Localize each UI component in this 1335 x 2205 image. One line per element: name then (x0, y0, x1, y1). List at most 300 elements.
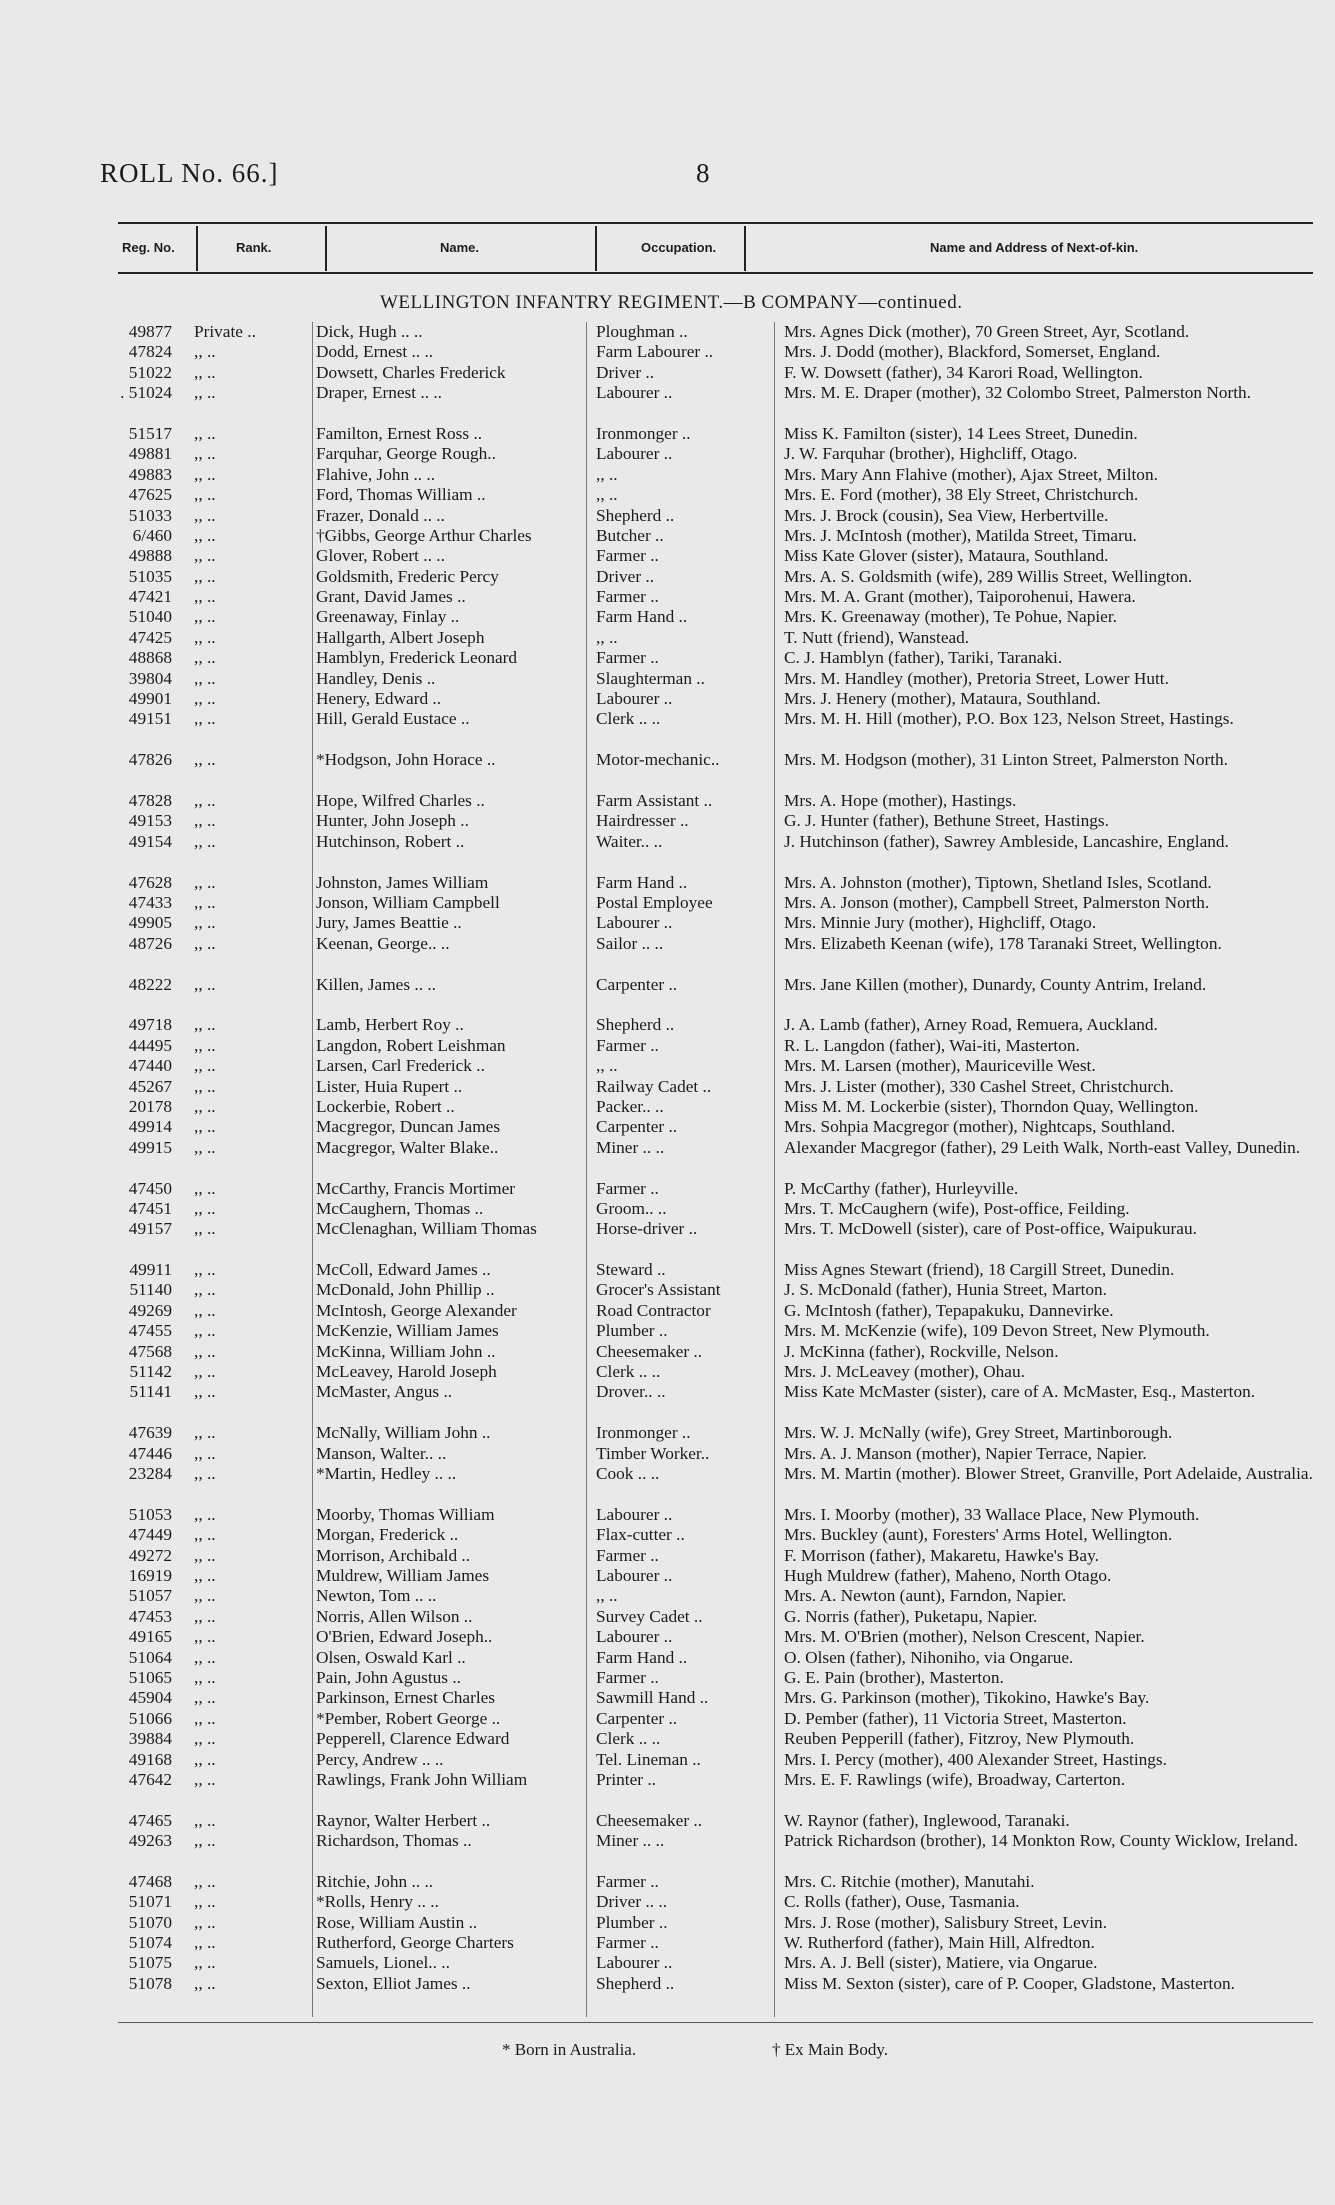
rank-cell: ,, .. (194, 831, 216, 851)
rank-cell: ,, .. (194, 913, 216, 933)
table-row (0, 1138, 1335, 1179)
table-row (0, 1872, 1335, 1892)
table-row (0, 1750, 1335, 1770)
rank-cell: ,, .. (194, 1769, 216, 1789)
occupation-cell: Driver .. (596, 566, 655, 586)
occupation-cell: Farmer .. (596, 1871, 659, 1891)
rank-cell: ,, .. (194, 1382, 216, 1402)
occupation-cell: Plumber .. (596, 1912, 668, 1932)
table-row (0, 1933, 1335, 1953)
name-cell: Manson, Walter.. .. (316, 1443, 447, 1463)
name-cell: Norris, Allen Wilson .. (316, 1606, 473, 1626)
section-title: WELLINGTON INFANTRY REGIMENT.—B COMPANY—continued. (380, 292, 963, 313)
next-of-kin-cell: Mrs. J. McLeavey (mother), Ohau. (784, 1362, 1025, 1382)
table-row (0, 669, 1335, 689)
occupation-cell: Printer .. (596, 1769, 656, 1789)
occupation-cell: Clerk .. .. (596, 1362, 661, 1382)
reg-no-cell: 49901 (128, 689, 172, 709)
occupation-cell: Tel. Lineman .. (596, 1749, 701, 1769)
next-of-kin-cell: Mrs. A. Newton (aunt), Farndon, Napier. (784, 1586, 1067, 1606)
rank-cell: ,, .. (194, 1565, 216, 1585)
occupation-cell: ,, .. (596, 1056, 618, 1076)
table-row (0, 1688, 1335, 1708)
table-row (0, 1097, 1335, 1117)
reg-no-cell: 47425 (128, 627, 172, 647)
name-cell: Hallgarth, Albert Joseph (316, 627, 485, 647)
reg-no-cell: 45267 (128, 1076, 172, 1096)
table-row (0, 342, 1335, 362)
reg-no-cell: 51065 (128, 1667, 172, 1687)
rank-cell: ,, .. (194, 1688, 216, 1708)
rank-cell: ,, .. (194, 362, 216, 382)
occupation-cell: Timber Worker.. (596, 1443, 710, 1463)
next-of-kin-cell: Mrs. M. A. Grant (mother), Taiporohenui, Hawera. (784, 587, 1136, 607)
next-of-kin-cell: Mrs. J. Henery (mother), Mataura, Southland. (784, 689, 1101, 709)
reg-no-cell: 48868 (128, 648, 172, 668)
next-of-kin-cell: Mrs. A. Jonson (mother), Campbell Street, Palmerston North. (784, 893, 1210, 912)
next-of-kin-cell: Mrs. M. O'Brien (mother), Nelson Crescent, Napier. (784, 1627, 1145, 1647)
rank-cell: ,, .. (194, 1321, 216, 1341)
occupation-cell: Grocer's Assistant (596, 1280, 721, 1300)
occupation-cell: Shepherd .. (596, 505, 675, 525)
rank-cell: ,, .. (194, 1504, 216, 1524)
rank-cell: ,, .. (194, 709, 216, 729)
name-cell: Farquhar, George Rough.. (316, 444, 496, 464)
next-of-kin-cell: Mrs. Mary Ann Flahive (mother), Ajax Street, Milton. (784, 464, 1158, 484)
occupation-cell: Cheesemaker .. (596, 1810, 703, 1830)
rank-cell: ,, .. (194, 423, 216, 443)
occupation-cell: Farmer .. (596, 1933, 659, 1953)
name-cell: Frazer, Donald .. .. (316, 505, 445, 525)
rank-cell: ,, .. (194, 1831, 216, 1851)
table-row (0, 1668, 1335, 1688)
reg-no-cell: 49165 (128, 1627, 172, 1647)
occupation-cell: Motor-mechanic.. (596, 750, 720, 770)
reg-no-cell: 49718 (128, 1015, 172, 1035)
name-cell: Killen, James .. .. (316, 974, 436, 994)
occupation-cell: Flax-cutter .. (596, 1525, 685, 1545)
name-cell: Ritchie, John .. .. (316, 1871, 434, 1891)
table-row (0, 1974, 1335, 2015)
reg-no-cell: 23284 (128, 1464, 172, 1484)
occupation-cell: Miner .. .. (596, 1831, 665, 1851)
rank-cell: ,, .. (194, 1953, 216, 1973)
reg-no-cell: 47625 (128, 485, 172, 505)
name-cell: Hill, Gerald Eustace .. (316, 709, 470, 729)
next-of-kin-cell: Miss M. Sexton (sister), care of P. Cooper, Gladstone, Masterton. (784, 1973, 1235, 1993)
table-row (0, 1362, 1335, 1382)
reg-no-cell: 47446 (128, 1443, 172, 1463)
occupation-cell: Steward .. (596, 1260, 666, 1280)
reg-no-cell: 51071 (128, 1892, 172, 1912)
rank-cell: ,, .. (194, 1341, 216, 1361)
footnote-born-australia: * Born in Australia. (502, 2040, 637, 2059)
name-cell: Moorby, Thomas William (316, 1504, 495, 1524)
table-row (0, 750, 1335, 791)
roll-number: ROLL No. 66.] (100, 158, 279, 188)
rank-cell: ,, .. (194, 1525, 216, 1545)
name-cell: *Martin, Hedley .. .. (316, 1464, 457, 1484)
table-row (0, 485, 1335, 505)
rank-cell: ,, .. (194, 689, 216, 709)
table-row (0, 893, 1335, 913)
occupation-cell: Farm Assistant .. (596, 791, 713, 811)
reg-no-cell: 47455 (128, 1321, 172, 1341)
name-cell: *Rolls, Henry .. .. (316, 1892, 439, 1912)
occupation-cell: ,, .. (596, 464, 618, 484)
table-row (0, 1199, 1335, 1219)
name-cell: Dick, Hugh .. .. (316, 322, 423, 341)
reg-no-cell: 47449 (128, 1525, 172, 1545)
table-row (0, 934, 1335, 975)
table-row (0, 1953, 1335, 1973)
next-of-kin-cell: Patrick Richardson (brother), 14 Monkton Row, County Wicklow, Ireland. (784, 1831, 1299, 1851)
rank-cell: ,, .. (194, 1708, 216, 1728)
occupation-cell: Farmer .. (596, 648, 659, 668)
rank-cell: ,, .. (194, 648, 216, 668)
rank-cell: ,, .. (194, 587, 216, 607)
occupation-cell: Shepherd .. (596, 1973, 675, 1993)
rank-cell: ,, .. (194, 1035, 216, 1055)
next-of-kin-cell: Mrs. K. Greenaway (mother), Te Pohue, Napier. (784, 607, 1117, 627)
reg-no-cell: 47468 (128, 1871, 172, 1891)
rank-cell: ,, .. (194, 974, 216, 994)
column-header-name: Name. (440, 240, 480, 255)
table-row (0, 1423, 1335, 1443)
table-row (0, 1342, 1335, 1362)
table-row (0, 322, 1335, 342)
occupation-cell: Farmer .. (596, 1035, 659, 1055)
next-of-kin-cell: Mrs. M. McKenzie (wife), 109 Devon Street, New Plymouth. (784, 1321, 1210, 1341)
table-row (0, 1770, 1335, 1811)
table-row (0, 506, 1335, 526)
column-separator (196, 226, 198, 271)
reg-no-cell: 44495 (128, 1035, 172, 1055)
next-of-kin-cell: Miss M. M. Lockerbie (sister), Thorndon Quay, Wellington. (784, 1096, 1199, 1116)
next-of-kin-cell: Mrs. E. F. Rawlings (wife), Broadway, Carterton. (784, 1769, 1126, 1789)
occupation-cell: Ironmonger .. (596, 1423, 691, 1443)
occupation-cell: Drover.. .. (596, 1382, 666, 1402)
table-row (0, 1301, 1335, 1321)
next-of-kin-cell: Mrs. J. Rose (mother), Salisbury Street, Levin. (784, 1912, 1108, 1932)
occupation-cell: Survey Cadet .. (596, 1606, 703, 1626)
next-of-kin-cell: Mrs. M. Larsen (mother), Mauriceville West. (784, 1056, 1096, 1076)
name-cell: Lockerbie, Robert .. (316, 1096, 455, 1116)
name-cell: Richardson, Thomas .. (316, 1831, 472, 1851)
next-of-kin-cell: Mrs. Jane Killen (mother), Dunardy, County Antrim, Ireland. (784, 974, 1207, 994)
rank-cell: ,, .. (194, 1892, 216, 1912)
next-of-kin-cell: Miss Agnes Stewart (friend), 18 Cargill Street, Dunedin. (784, 1260, 1175, 1280)
occupation-cell: Cheesemaker .. (596, 1341, 703, 1361)
occupation-cell: Clerk .. .. (596, 1729, 661, 1749)
reg-no-cell: 6/460 (132, 525, 172, 545)
reg-no-cell: 51070 (128, 1912, 172, 1932)
rank-cell: ,, .. (194, 1423, 216, 1443)
next-of-kin-cell: Alexander Macgregor (father), 29 Leith Walk, North-east Valley, Dunedin. (784, 1137, 1301, 1157)
rank-cell: ,, .. (194, 383, 216, 403)
rank-cell: ,, .. (194, 933, 216, 953)
rank-cell: ,, .. (194, 811, 216, 831)
header-bottom-rule (118, 272, 1313, 274)
next-of-kin-cell: G. E. Pain (brother), Masterton. (784, 1667, 1004, 1687)
rank-cell: ,, .. (194, 668, 216, 688)
reg-no-cell: 16919 (128, 1565, 172, 1585)
next-of-kin-cell: Reuben Pepperill (father), Fitzroy, New Plymouth. (784, 1729, 1135, 1749)
name-cell: Hutchinson, Robert .. (316, 831, 465, 851)
name-cell: Lister, Huia Rupert .. (316, 1076, 463, 1096)
reg-no-cell: 49263 (128, 1831, 172, 1851)
rank-cell: ,, .. (194, 1810, 216, 1830)
reg-no-cell: 49881 (128, 444, 172, 464)
reg-no-cell: 49153 (128, 811, 172, 831)
rank-cell: ,, .. (194, 505, 216, 525)
reg-no-cell: 49272 (128, 1545, 172, 1565)
table-row (0, 1260, 1335, 1280)
occupation-cell: Labourer .. (596, 1627, 673, 1647)
next-of-kin-cell: Mrs. M. Handley (mother), Pretoria Street, Lower Hutt. (784, 668, 1169, 688)
next-of-kin-cell: Mrs. M. Martin (mother). Blower Street, Granville, Port Adelaide, Australia. (784, 1464, 1313, 1484)
name-cell: †Gibbs, George Arthur Charles (316, 525, 532, 545)
occupation-cell: Farmer .. (596, 1667, 659, 1687)
occupation-cell: Groom.. .. (596, 1198, 667, 1218)
rank-cell: ,, .. (194, 1749, 216, 1769)
next-of-kin-cell: Mrs. G. Parkinson (mother), Tikokino, Hawke's Bay. (784, 1688, 1150, 1708)
occupation-cell: Carpenter .. (596, 974, 678, 994)
reg-no-cell: 47639 (128, 1423, 172, 1443)
table-row (0, 1036, 1335, 1056)
rank-cell: ,, .. (194, 525, 216, 545)
rank-cell: ,, .. (194, 1178, 216, 1198)
footnote-main-body: † Ex Main Body. (772, 2040, 889, 2059)
rank-cell: ,, .. (194, 485, 216, 505)
table-row (0, 1811, 1335, 1831)
occupation-cell: Farm Labourer .. (596, 342, 714, 362)
next-of-kin-cell: Mrs. Buckley (aunt), Foresters' Arms Hotel, Wellington. (784, 1525, 1173, 1545)
reg-no-cell: 49888 (128, 546, 172, 566)
rank-cell: ,, .. (194, 444, 216, 464)
rank-cell: ,, .. (194, 1973, 216, 1993)
table-row (0, 689, 1335, 709)
occupation-cell: ,, .. (596, 485, 618, 505)
rank-cell: ,, .. (194, 1606, 216, 1626)
next-of-kin-cell: Mrs. I. Moorby (mother), 33 Wallace Place, New Plymouth. (784, 1504, 1200, 1524)
occupation-cell: Plumber .. (596, 1321, 668, 1341)
occupation-cell: Farmer .. (596, 587, 659, 607)
occupation-cell: Postal Employee (596, 893, 713, 912)
occupation-cell: Labourer .. (596, 913, 673, 933)
occupation-cell: Hairdresser .. (596, 811, 689, 831)
table-row (0, 587, 1335, 607)
name-cell: McLeavey, Harold Joseph (316, 1362, 497, 1382)
table-row (0, 1586, 1335, 1606)
occupation-cell: Carpenter .. (596, 1117, 678, 1137)
footnote-rule (118, 2022, 1313, 2023)
name-cell: Dowsett, Charles Frederick (316, 362, 506, 382)
occupation-cell: Road Contractor (596, 1300, 711, 1320)
name-cell: Draper, Ernest .. .. (316, 383, 442, 403)
table-row (0, 1546, 1335, 1566)
rank-cell: ,, .. (194, 1443, 216, 1463)
table-row (0, 1729, 1335, 1749)
rank-cell: ,, .. (194, 1260, 216, 1280)
name-cell: *Hodgson, John Horace .. (316, 750, 496, 770)
reg-no-cell: 51035 (128, 566, 172, 586)
table-row (0, 975, 1335, 1016)
name-cell: Johnston, James William (316, 872, 489, 892)
next-of-kin-cell: Mrs. J. Lister (mother), 330 Cashel Street, Christchurch. (784, 1076, 1174, 1096)
name-cell: Macgregor, Duncan James (316, 1117, 501, 1137)
reg-no-cell: 47440 (128, 1056, 172, 1076)
name-cell: Rutherford, George Charters (316, 1933, 514, 1953)
occupation-cell: Carpenter .. (596, 1708, 678, 1728)
next-of-kin-cell: Mrs. M. Hodgson (mother), 31 Linton Street, Palmerston North. (784, 750, 1228, 770)
next-of-kin-cell: Hugh Muldrew (father), Maheno, North Otago. (784, 1565, 1112, 1585)
reg-no-cell: 51033 (128, 505, 172, 525)
reg-no-cell: 51053 (128, 1504, 172, 1524)
reg-no-cell: 51022 (128, 362, 172, 382)
name-cell: McCarthy, Francis Mortimer (316, 1178, 516, 1198)
next-of-kin-cell: O. Olsen (father), Nihoniho, via Ongarue. (784, 1647, 1074, 1667)
table-row (0, 1015, 1335, 1035)
table-row (0, 546, 1335, 566)
reg-no-cell: 51066 (128, 1708, 172, 1728)
name-cell: Sexton, Elliot James .. (316, 1973, 471, 1993)
table-row (0, 1179, 1335, 1199)
name-cell: Morgan, Frederick .. (316, 1525, 459, 1545)
column-separator (744, 226, 746, 271)
table-row (0, 363, 1335, 383)
occupation-cell: Sawmill Hand .. (596, 1688, 709, 1708)
name-cell: Jonson, William Campbell (316, 893, 500, 912)
rank-cell: ,, .. (194, 1647, 216, 1667)
table-row (0, 1913, 1335, 1933)
rank-cell: ,, .. (194, 1912, 216, 1932)
next-of-kin-cell: Mrs. A. S. Goldsmith (wife), 289 Willis Street, Wellington. (784, 566, 1193, 586)
rank-cell: ,, .. (194, 1300, 216, 1320)
occupation-cell: Labourer .. (596, 689, 673, 709)
name-cell: McCaughern, Thomas .. (316, 1198, 484, 1218)
occupation-cell: Shepherd .. (596, 1015, 675, 1035)
name-cell: Handley, Denis .. (316, 668, 436, 688)
reg-no-cell: 51142 (129, 1362, 172, 1382)
next-of-kin-cell: Mrs. T. McDowell (sister), care of Post-office, Waipukurau. (784, 1219, 1197, 1239)
reg-no-cell: 45904 (128, 1688, 172, 1708)
next-of-kin-cell: Mrs. Minnie Jury (mother), Highcliff, Otago. (784, 913, 1097, 933)
occupation-cell: Farmer .. (596, 546, 659, 566)
table-row (0, 1321, 1335, 1341)
table-row (0, 444, 1335, 464)
rank-cell: ,, .. (194, 566, 216, 586)
column-header-occupation: Occupation. (641, 240, 717, 255)
table-row (0, 1444, 1335, 1464)
rank-cell: ,, .. (194, 1586, 216, 1606)
reg-no-cell: 47642 (128, 1769, 172, 1789)
rank-cell: ,, .. (194, 1933, 216, 1953)
next-of-kin-cell: Mrs. M. E. Draper (mother), 32 Colombo Street, Palmerston North. (784, 383, 1251, 403)
name-cell: Muldrew, William James (316, 1565, 490, 1585)
reg-no-cell: 39884 (128, 1729, 172, 1749)
name-cell: Dodd, Ernest .. .. (316, 342, 434, 362)
table-row (0, 1831, 1335, 1872)
name-cell: Flahive, John .. .. (316, 464, 436, 484)
rank-cell: ,, .. (194, 872, 216, 892)
occupation-cell: Labourer .. (596, 1565, 673, 1585)
name-cell: Ford, Thomas William .. (316, 485, 486, 505)
next-of-kin-cell: Mrs. A. Hope (mother), Hastings. (784, 791, 1017, 811)
next-of-kin-cell: Mrs. J. Dodd (mother), Blackford, Somerset, England. (784, 342, 1161, 362)
table-row (0, 465, 1335, 485)
reg-no-cell: 48222 (128, 974, 172, 994)
next-of-kin-cell: Mrs. C. Ritchie (mother), Manutahi. (784, 1871, 1035, 1891)
next-of-kin-cell: R. L. Langdon (father), Wai-iti, Masterton. (784, 1035, 1080, 1055)
table-row (0, 1280, 1335, 1300)
table-row (0, 1117, 1335, 1137)
reg-no-cell: 49168 (128, 1749, 172, 1769)
name-cell: Glover, Robert .. .. (316, 546, 445, 566)
next-of-kin-cell: C. Rolls (father), Ouse, Tasmania. (784, 1892, 1020, 1912)
name-cell: Henery, Edward .. (316, 689, 442, 709)
table-row (0, 1056, 1335, 1076)
table-row (0, 1607, 1335, 1627)
reg-no-cell: 47628 (128, 872, 172, 892)
name-cell: McIntosh, George Alexander (316, 1300, 517, 1320)
next-of-kin-cell: Mrs. E. Ford (mother), 38 Ely Street, Christchurch. (784, 485, 1139, 505)
name-cell: McKenzie, William James (316, 1321, 499, 1341)
reg-no-cell: 39804 (128, 668, 172, 688)
name-cell: Hamblyn, Frederick Leonard (316, 648, 518, 668)
name-cell: Goldsmith, Frederic Percy (316, 566, 499, 586)
table-row (0, 383, 1335, 424)
occupation-cell: Horse-driver .. (596, 1219, 698, 1239)
name-cell: Parkinson, Ernest Charles (316, 1688, 496, 1708)
reg-no-cell: 51075 (128, 1953, 172, 1973)
occupation-cell: Clerk .. .. (596, 709, 661, 729)
rank-cell: ,, .. (194, 1219, 216, 1239)
table-row (0, 1077, 1335, 1097)
name-cell: McClenaghan, William Thomas (316, 1219, 537, 1239)
occupation-cell: Waiter.. .. (596, 831, 663, 851)
reg-no-cell: 47450 (128, 1178, 172, 1198)
reg-no-cell: 51040 (128, 607, 172, 627)
reg-no-cell: 49877 (128, 322, 172, 341)
table-row (0, 1709, 1335, 1729)
rank-cell: ,, .. (194, 1015, 216, 1035)
name-cell: Pepperell, Clarence Edward (316, 1729, 510, 1749)
reg-no-cell: 49914 (128, 1117, 172, 1137)
next-of-kin-cell: W. Rutherford (father), Main Hill, Alfredton. (784, 1933, 1095, 1953)
rank-cell: ,, .. (194, 1871, 216, 1891)
reg-no-cell: 20178 (128, 1096, 172, 1116)
next-of-kin-cell: Mrs. A. J. Manson (mother), Napier Terrace, Napier. (784, 1443, 1147, 1463)
name-cell: Langdon, Robert Leishman (316, 1035, 506, 1055)
occupation-cell: Driver .. (596, 362, 655, 382)
reg-no-cell: 47826 (128, 750, 172, 770)
occupation-cell: Slaughterman .. (596, 668, 705, 688)
next-of-kin-cell: Miss K. Familton (sister), 14 Lees Street, Dunedin. (784, 423, 1138, 443)
rank-cell: ,, .. (194, 546, 216, 566)
reg-no-cell: 49883 (128, 464, 172, 484)
name-cell: Percy, Andrew .. .. (316, 1749, 444, 1769)
table-row (0, 1627, 1335, 1647)
name-cell: Hunter, John Joseph .. (316, 811, 469, 831)
occupation-cell: Driver .. .. (596, 1892, 668, 1912)
table-row (0, 873, 1335, 893)
occupation-cell: Farmer .. (596, 1545, 659, 1565)
name-cell: Macgregor, Walter Blake.. (316, 1137, 499, 1157)
occupation-cell: Ironmonger .. (596, 423, 691, 443)
rank-cell: ,, .. (194, 750, 216, 770)
rank-cell: ,, .. (194, 464, 216, 484)
